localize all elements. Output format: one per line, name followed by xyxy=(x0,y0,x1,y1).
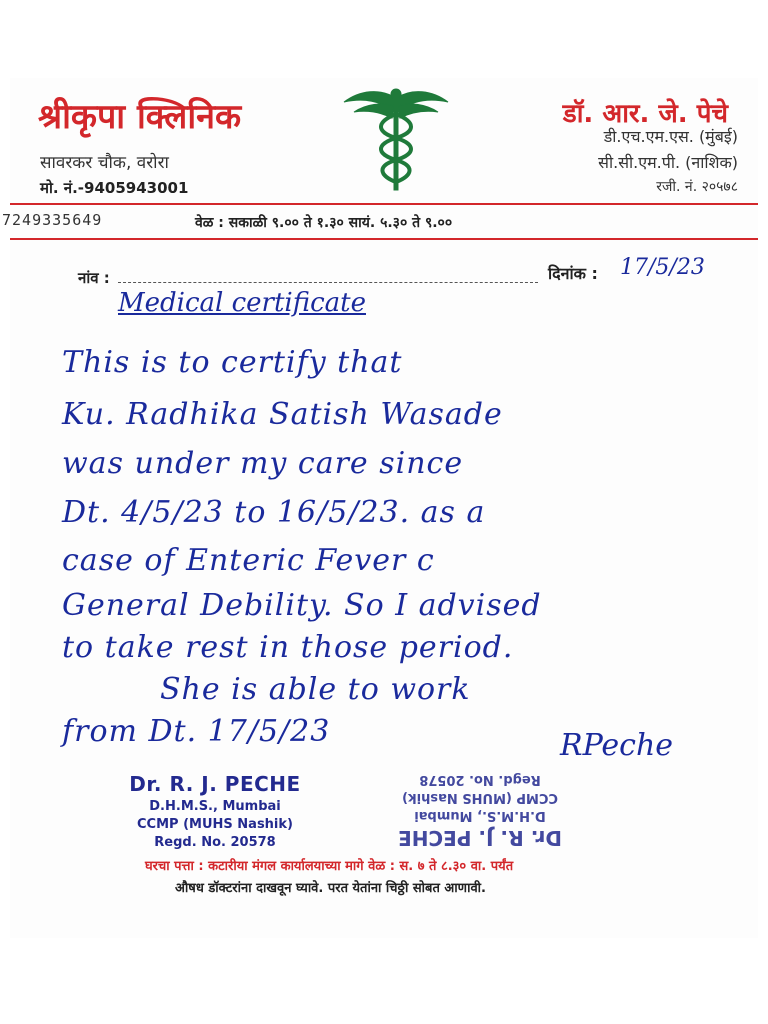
footer-note: औषध डॉक्टरांना दाखवून घ्यावे. परत येतांना चिठ्ठी सोबत आणावी. xyxy=(175,881,486,896)
certificate-line: Dt. 4/5/23 to 16/5/23. as a xyxy=(62,495,486,530)
certificate-line: to take rest in those period. xyxy=(62,630,514,665)
stamp-doctor-name: Dr. R. J. PECHE xyxy=(398,826,562,850)
handwritten-phone: 7249335649 xyxy=(2,211,103,229)
date-value: 17/5/23 xyxy=(620,255,705,280)
clinic-mobile: मो. नं.-9405943001 xyxy=(40,179,189,197)
doctor-stamp-inverted xyxy=(360,772,600,850)
certificate-line: case of Enteric Fever c xyxy=(62,543,435,578)
header-divider-bottom xyxy=(10,238,758,240)
patient-name-line xyxy=(118,282,538,283)
clinic-timing: वेळ : सकाळी ९.०० ते १.३० सायं. ५.३० ते ९.०० xyxy=(195,215,453,231)
clinic-name: श्रीकृपा क्लिनिक xyxy=(38,97,242,137)
certificate-line: This is to certify that xyxy=(62,345,403,380)
certificate-line: Ku. Radhika Satish Wasade xyxy=(62,397,503,432)
certificate-line: General Debility. So I advised xyxy=(62,588,542,623)
stamp-qualification-dhms: D.H.M.S., Mumbai xyxy=(149,799,281,814)
certificate-line: from Dt. 17/5/23 xyxy=(62,714,331,749)
stamp-registration: Regd. No. 20578 xyxy=(154,835,276,850)
qualification-ccmp: सी.सी.एम.पी. (नाशिक) xyxy=(598,153,738,172)
stamp-registration: Regd. No. 20578 xyxy=(419,772,541,787)
patient-name-label: नांव : xyxy=(78,269,110,287)
residence-address: घरचा पत्ता : कटारीया मंगल कार्यालयाच्या मागे वेळ : स. ७ ते ८.३० वा. पर्यंत xyxy=(145,859,514,874)
date-label: दिनांक : xyxy=(548,264,598,283)
registration-number-marathi: रजी. नं. २०५७८ xyxy=(656,179,738,195)
stamp-doctor-name: Dr. R. J. PECHE xyxy=(129,772,301,796)
certificate-title: Medical certificate xyxy=(118,288,366,318)
doctor-signature: RPeche xyxy=(560,728,674,763)
stamp-qualification-ccmp: CCMP (MUHS Nashik) xyxy=(402,790,558,805)
caduceus-icon xyxy=(340,84,452,194)
clinic-address: सावरकर चौक, वरोरा xyxy=(40,153,169,173)
doctor-stamp xyxy=(100,772,330,850)
header-divider-top xyxy=(10,203,758,205)
certificate-line: She is able to work xyxy=(160,672,471,707)
stamp-qualification-ccmp: CCMP (MUHS Nashik) xyxy=(137,817,293,832)
qualification-dhms: डी.एच.एम.एस. (मुंबई) xyxy=(603,127,738,146)
stamp-qualification-dhms: D.H.M.S., Mumbai xyxy=(414,808,546,823)
doctor-name-marathi: डॉ. आर. जे. पेचे xyxy=(562,99,728,129)
certificate-line: was under my care since xyxy=(62,446,464,481)
